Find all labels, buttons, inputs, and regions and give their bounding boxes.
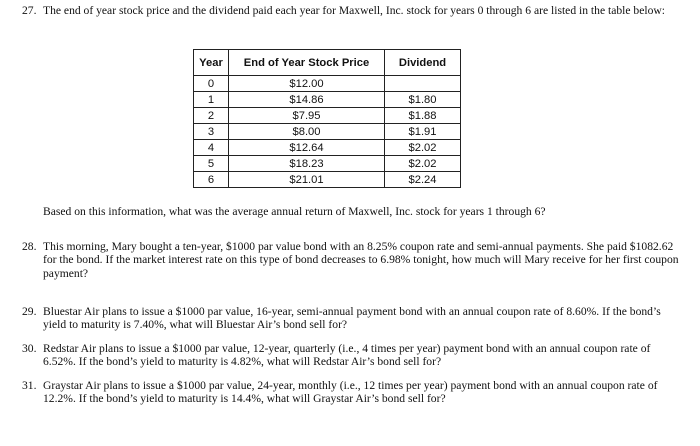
question-text: Bluestar Air plans to issue a $1000 par value, 16-year, semi-annual payment bond with an annual coupon rate of 8.60%. If the bond’s yield to maturity is 7.40%, what will Bluestar Air’s bond sell for? <box>43 305 661 332</box>
stock-price-table <box>193 49 461 188</box>
year-cell: 1 <box>194 92 229 108</box>
dividend-cell: $2.02 <box>385 156 461 172</box>
question-number: 27. <box>22 4 37 17</box>
table-row <box>194 76 461 92</box>
dividend-cell: $1.80 <box>385 92 461 108</box>
table-row <box>194 108 461 124</box>
table-row <box>194 124 461 140</box>
year-header: Year <box>194 50 229 76</box>
question-27-followup: Based on this information, what was the average annual return of Maxwell, Inc. stock for years 1 through 6? <box>43 205 546 218</box>
year-cell: 4 <box>194 140 229 156</box>
table-row <box>194 140 461 156</box>
year-cell: 6 <box>194 172 229 188</box>
year-cell: 5 <box>194 156 229 172</box>
question-text: This morning, Mary bought a ten-year, $1000 par value bond with an 8.25% coupon rate and semi-annual payments. She paid $1082.62 for the bond. If the market interest rate on this type of bond decreases to 6.98% tonight, how much will Mary receive for her first coupon payment? <box>43 240 679 280</box>
question-30 <box>22 342 682 369</box>
dividend-cell: $1.88 <box>385 108 461 124</box>
dividend-cell: $2.24 <box>385 172 461 188</box>
price-header: End of Year Stock Price <box>229 50 385 76</box>
price-cell: $7.95 <box>229 108 385 124</box>
dividend-cell: $2.02 <box>385 140 461 156</box>
question-number: 30. <box>22 342 37 355</box>
question-27 <box>22 4 682 17</box>
question-28 <box>22 240 682 280</box>
question-text: The end of year stock price and the dividend paid each year for Maxwell, Inc. stock for years 0 through 6 are listed in the table below: <box>43 4 665 17</box>
price-cell: $12.64 <box>229 140 385 156</box>
table-row <box>194 92 461 108</box>
question-31 <box>22 379 682 406</box>
table-row <box>194 172 461 188</box>
year-cell: 2 <box>194 108 229 124</box>
price-cell: $8.00 <box>229 124 385 140</box>
table-row <box>194 156 461 172</box>
year-cell: 3 <box>194 124 229 140</box>
year-cell: 0 <box>194 76 229 92</box>
dividend-header: Dividend <box>385 50 461 76</box>
price-cell: $21.01 <box>229 172 385 188</box>
table-header-row <box>194 50 461 76</box>
price-cell: $12.00 <box>229 76 385 92</box>
price-cell: $14.86 <box>229 92 385 108</box>
question-number: 29. <box>22 305 37 318</box>
question-29 <box>22 305 682 332</box>
question-number: 28. <box>22 240 37 253</box>
dividend-cell <box>385 76 461 92</box>
question-text: Redstar Air plans to issue a $1000 par value, 12-year, quarterly (i.e., 4 times per year) payment bond with an annual coupon rate of 6.52%. If the bond’s yield to maturity is 4.82%, what will Redstar Air’s bond sell for? <box>43 342 651 369</box>
question-text: Graystar Air plans to issue a $1000 par value, 24-year, monthly (i.e., 12 times per year) payment bond with an annual coupon rate of 12.2%. If the bond’s yield to maturity is 14.4%, what will Graystar Air’s bond sell for? <box>43 379 658 406</box>
price-cell: $18.23 <box>229 156 385 172</box>
dividend-cell: $1.91 <box>385 124 461 140</box>
question-number: 31. <box>22 379 37 392</box>
